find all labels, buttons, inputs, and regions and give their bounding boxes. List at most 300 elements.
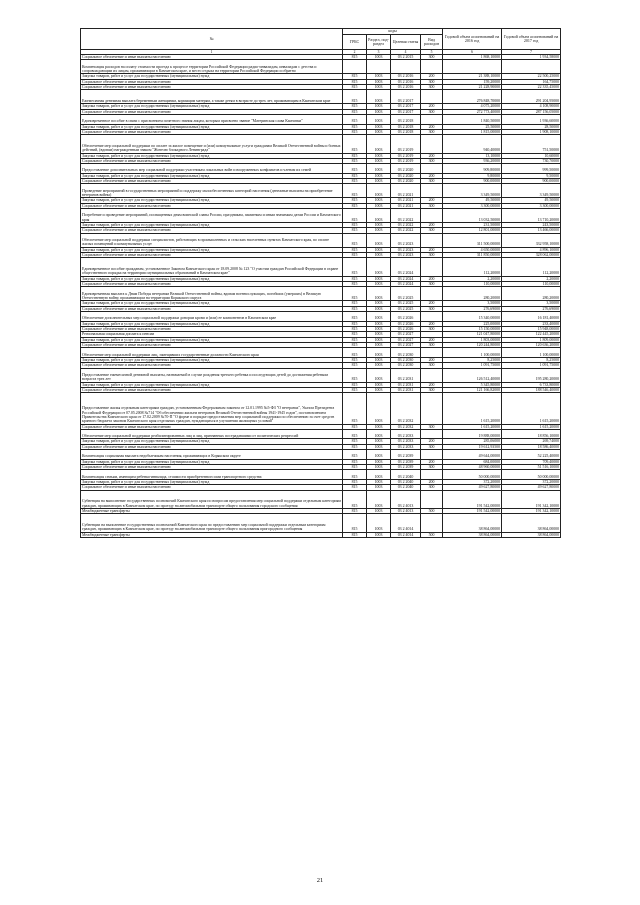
cell-v17: 287 156,05000 [502,109,561,114]
cell-vr [421,429,443,439]
cell-vr [421,209,443,223]
cell-cs: 03 2 2025 [391,287,421,301]
cell-sec: 1003 [367,342,391,347]
cell-vr: 200 [421,382,443,387]
cell-vr: 300 [421,306,443,311]
cell-vr: 200 [421,357,443,362]
cell-grbs: 815 [343,114,367,124]
cell-grbs: 815 [343,485,367,490]
cell-v16: 120 244,80000 [443,342,502,347]
cell-cs: 03 2 2033 [391,439,421,444]
cell-grbs: 815 [343,357,367,362]
cell-name: Региональная социальная доплата к пенсии [81,332,343,337]
cell-name: Проведение мероприятий в государственных мероприятий и поддержку малообеспеченных категорий населения (денежные выплаты на приобретение ветеранов войны) [81,184,343,198]
cell-name: Обеспечение мер социальной поддержки по оплате за жилое помещение и (или) коммунальные услуги гражданам Великой Отечественной войны и боевых действий, (вдовам) награжденным знаком "Жителю блокадного Ленинграда" [81,135,343,153]
cell-cs: 03 2 2032 [391,393,421,424]
cell-grbs: 815 [343,439,367,444]
cell-v16: 1 100,00000 [443,348,502,358]
cell-v16: 121 047,80000 [443,332,502,337]
table-row [81,114,561,124]
cell-v17: 328 062,00000 [502,253,561,258]
cell-name: Социальное обеспечение и иные выплаты населению [81,485,343,490]
cell-grbs: 815 [343,223,367,228]
cell-name: Субвенция на выполнение государственных полномочий Камчатского края по вопросам предоставления мер социальной поддержки отдельным категориям граждан, проживающих в Камчатском крае, по проезду на автомобильном транспорте общего пользования городского сообщения [81,490,343,508]
cell-vr [421,393,443,424]
cell-grbs: 815 [343,393,367,424]
cell-sec: 1003 [367,387,391,392]
cell-sec: 1003 [367,184,391,198]
cell-name: Обеспечение дополнительных мер социальной поддержки донорам крови и (или) ее компонентов в Камчатском крае [81,311,343,321]
cell-vr: 300 [421,129,443,134]
cell-vr: 300 [421,203,443,208]
cell-cs: 03 2 2023 [391,233,421,247]
cell-grbs: 815 [343,382,367,387]
cell-v16: 909,80000 [443,164,502,174]
cell-name: Компенсация семьям, имеющим ребенка-инвалида, стоимости приобретенного ими транспортного средства [81,470,343,480]
cell-v16: 110,00000 [443,282,502,287]
table-row [81,429,561,439]
table-row [81,393,561,424]
cell-sec: 1003 [367,450,391,460]
cell-cs: 03 2 2015 [391,55,421,60]
cell-sec: 1003 [367,258,391,276]
cell-vr [421,368,443,382]
cell-name: Закупка товаров, работ и услуг для государственных (муниципальных) нужд [81,276,343,281]
cell-vr: 300 [421,363,443,368]
cell-cs: 03 2 2030 [391,348,421,358]
column-index: 2 [343,50,367,55]
cell-sec: 1003 [367,79,391,84]
cell-vr [421,258,443,276]
cell-cs: 03 2 2021 [391,198,421,203]
cell-grbs: 815 [343,514,367,532]
cell-grbs: 815 [343,153,367,158]
cell-name: Социальное обеспечение и иные выплаты населению [81,179,343,184]
cell-v16: 21 388,10000 [443,74,502,79]
cell-v17: 730,70000 [502,158,561,163]
cell-v16: 3 300,00000 [443,203,502,208]
cell-v17: 191 342,10000 [502,509,561,514]
cell-name: Социальное обеспечение и иные выплаты населению [81,465,343,470]
cell-sec: 1003 [367,129,391,134]
cell-v17: 9,50000 [502,173,561,178]
cell-sec: 1003 [367,104,391,109]
cell-cs: 03 2 2027 [391,342,421,347]
table-row [81,470,561,480]
cell-name: Закупка товаров, работ и услуг для государственных (муниципальных) нужд [81,357,343,362]
cell-name: Закупка товаров, работ и услуг для государственных (муниципальных) нужд [81,337,343,342]
cell-vr: 300 [421,282,443,287]
cell-name: Закупка товаров, работ и услуг для государственных (муниципальных) нужд [81,104,343,109]
cell-sec: 1003 [367,158,391,163]
cell-name: Закупка товаров, работ и услуг для государственных (муниципальных) нужд [81,124,343,129]
cell-vr: 200 [421,173,443,178]
cell-v17: 120 636,20000 [502,342,561,347]
cell-v16: 1 815,00000 [443,129,502,134]
cell-cs: 03 2 2039 [391,459,421,464]
budget-table [80,28,561,538]
cell-vr: 300 [421,109,443,114]
cell-cs: 03 2 2026 [391,326,421,331]
cell-cs: 03 2 2020 [391,173,421,178]
cell-v16: 285,06000 [443,439,502,444]
cell-name: Закупка товаров, работ и услуг для государственных (муниципальных) нужд [81,459,343,464]
cell-name: Межбюджетные трансферты [81,509,343,514]
cell-cs: 03 2 2031 [391,382,421,387]
cell-grbs: 815 [343,450,367,460]
cell-v16: 1 868,10000 [443,55,502,60]
cell-v17: 8,25000 [502,357,561,362]
cell-vr [421,470,443,480]
cell-v16: 5 345,80000 [443,382,502,387]
cell-sec: 1003 [367,287,391,301]
cell-cs: 03 2 2020 [391,164,421,174]
cell-grbs: 815 [343,326,367,331]
cell-name: Единовременное пособие в связи с присвоением почетного звания лицам, которым присвоено звание "Материнская слава Камчатки" [81,114,343,124]
cell-v17: 1 908,10000 [502,129,561,134]
cell-v17: 22 500,25000 [502,74,561,79]
cell-name: Единовременная выплата к Дням Победы ветеранам Великой Отечественной войны, вдовам военнослужащих, погибших (умерших) в Великую Отечественную войну, проживающим на территории Корякского округа [81,287,343,301]
cell-grbs: 815 [343,282,367,287]
cell-sec: 1003 [367,228,391,233]
cell-cs: 03 2 2018 [391,114,421,124]
cell-grbs: 815 [343,209,367,223]
cell-name: Закупка товаров, работ и услуг для государственных (муниципальных) нужд [81,223,343,228]
cell-vr: 300 [421,387,443,392]
cell-v16: 3 349,50000 [443,184,502,198]
cell-sec: 1003 [367,509,391,514]
cell-sec: 1003 [367,109,391,114]
cell-cs: 03 2 2018 [391,129,421,134]
cell-v17: 15 948,00000 [502,326,561,331]
cell-grbs: 815 [343,306,367,311]
cell-vr [421,348,443,358]
cell-cs: 03 2 2017 [391,104,421,109]
cell-v16 [443,60,502,74]
cell-v16: 372,20000 [443,480,502,485]
cell-v17: 52 225,40000 [502,450,561,460]
cell-v16: 38 864,00000 [443,532,502,537]
cell-grbs: 815 [343,184,367,198]
cell-vr: 500 [421,532,443,537]
cell-sec: 1003 [367,321,391,326]
cell-cs: 03 2 2025 [391,301,421,306]
cell-vr: 300 [421,465,443,470]
cell-name: Социальное обеспечение и иные выплаты населению [81,228,343,233]
cell-cs: 03 2 4014 [391,532,421,537]
cell-cs: 03 2 2027 [391,337,421,342]
cell-v16: 1 615,20000 [443,393,502,424]
cell-v17: 269,74000 [502,439,561,444]
cell-sec: 1003 [367,173,391,178]
cell-v17: 900,00000 [502,179,561,184]
cell-sec: 1003 [367,153,391,158]
cell-cs: 03 2 2030 [391,357,421,362]
cell-vr: 300 [421,326,443,331]
cell-v16: 900,00000 [443,179,502,184]
cell-sec: 1003 [367,490,391,508]
cell-vr [421,311,443,321]
cell-v16: 225,00000 [443,321,502,326]
cell-name: Социальное обеспечение и иные выплаты населению [81,203,343,208]
cell-name: Социальное обеспечение и иные выплаты населению [81,79,343,84]
cell-v17: 372,20000 [502,480,561,485]
cell-v16: 8,25000 [443,357,502,362]
cell-sec: 1003 [367,164,391,174]
header-codes-group: коды [343,29,443,35]
table-row [81,184,561,198]
header-target-article: Целевая статья [391,35,421,50]
cell-v16: 13,10000 [443,153,502,158]
cell-grbs [343,60,367,74]
cell-v17: 51 516,10000 [502,465,561,470]
cell-v17: 38 864,00000 [502,532,561,537]
cell-v17: 4 896,10000 [502,247,561,252]
cell-cs: 03 2 2016 [391,84,421,89]
cell-v16: 311 850,00000 [443,253,502,258]
cell-cs: 03 2 2039 [391,465,421,470]
cell-vr: 300 [421,485,443,490]
cell-name: Закупка товаров, работ и услуг для государственных (муниципальных) нужд [81,301,343,306]
cell-vr: 300 [421,179,443,184]
cell-v16: 9,80000 [443,173,502,178]
cell-sec: 1003 [367,357,391,362]
cell-v17: 38 864,00000 [502,514,561,532]
cell-sec: 1003 [367,282,391,287]
table-row [81,60,561,74]
cell-v16: 19 888,00000 [443,429,502,439]
cell-name: Социальное обеспечение и иные выплаты населению [81,84,343,89]
cell-cs: 03 2 2040 [391,485,421,490]
cell-cs: 03 2 2033 [391,444,421,449]
cell-cs: 03 2 2031 [391,387,421,392]
table-row [81,490,561,508]
cell-grbs: 815 [343,287,367,301]
cell-cs: 03 2 2016 [391,74,421,79]
cell-name: Закупка товаров, работ и услуг для государственных (муниципальных) нужд [81,173,343,178]
table-row [81,450,561,460]
cell-vr [421,514,443,532]
cell-v17: 50 000,00000 [502,470,561,480]
cell-grbs: 815 [343,173,367,178]
cell-cs: 03 2 2020 [391,179,421,184]
cell-cs: 03 2 2023 [391,253,421,258]
cell-sec: 1003 [367,135,391,153]
cell-vr [421,184,443,198]
cell-v16: 311 500,00000 [443,233,502,247]
cell-name: Социальное обеспечение и иные выплаты населению [81,109,343,114]
cell-cs: 03 2 2033 [391,429,421,439]
cell-v17: 112,20000 [502,258,561,276]
cell-grbs: 815 [343,301,367,306]
cell-vr [421,90,443,104]
cell-v16: 49 627,80000 [443,485,502,490]
cell-vr: 200 [421,480,443,485]
table-row [81,532,561,537]
table-row [81,287,561,301]
cell-v17: 4 108,90000 [502,104,561,109]
cell-cs: 03 2 2024 [391,258,421,276]
cell-v17: 110,00000 [502,282,561,287]
cell-vr: 200 [421,124,443,129]
cell-sec: 1003 [367,424,391,429]
cell-v17: 28,50000 [502,124,561,129]
cell-cs: 03 2 2026 [391,311,421,321]
cell-grbs: 815 [343,79,367,84]
cell-sec: 1003 [367,332,391,337]
cell-grbs: 815 [343,348,367,358]
table-row [81,348,561,358]
cell-v17: 164,75000 [502,79,561,84]
cell-grbs: 815 [343,84,367,89]
cell-v17: 13 710,20000 [502,209,561,223]
cell-v16: 159,20000 [443,79,502,84]
cell-cs: 03 2 2021 [391,184,421,198]
cell-sec: 1003 [367,348,391,358]
cell-grbs: 815 [343,480,367,485]
cell-cs: 03 2 2016 [391,79,421,84]
cell-v17: 1 934,58000 [502,55,561,60]
cell-vr: 200 [421,74,443,79]
cell-v16: 49 644,00000 [443,450,502,460]
cell-vr: 200 [421,198,443,203]
cell-v17: 18 586,40000 [502,444,561,449]
cell-cs: 03 2 2017 [391,109,421,114]
cell-cs: 03 2 2025 [391,306,421,311]
column-index: 1 [81,50,343,55]
cell-grbs: 815 [343,459,367,464]
cell-sec: 1003 [367,233,391,247]
cell-name: Субвенции на выполнение государственных полномочий Камчатского края по предоставлению мер социальной поддержки отдельным категориям граждан, проживающих в Камчатском крае, по проезду на автомобильном транспорте общего пользования пригородного сообщения [81,514,343,532]
cell-v16: 280,20000 [443,287,502,301]
cell-name: Закупка товаров, работ и услуг для государственных (муниципальных) нужд [81,439,343,444]
cell-sec: 1003 [367,485,391,490]
cell-vr: 300 [421,55,443,60]
cell-v16: 112,20000 [443,258,502,276]
cell-grbs: 815 [343,321,367,326]
header-expense-type: Вид расходов [421,35,443,50]
cell-sec: 1003 [367,74,391,79]
cell-name: Закупка товаров, работ и услуг для государственных (муниципальных) нужд [81,480,343,485]
cell-cs [391,60,421,74]
cell-grbs: 815 [343,158,367,163]
cell-v17: 16 181,40000 [502,311,561,321]
cell-grbs: 815 [343,109,367,114]
cell-grbs: 815 [343,532,367,537]
cell-name: Социальное обеспечение и иные выплаты населению [81,253,343,258]
cell-name: Закупка товаров, работ и услуг для государственных (муниципальных) нужд [81,247,343,252]
cell-grbs: 815 [343,124,367,129]
cell-v17: 22 335,45000 [502,84,561,89]
cell-name: Обеспечение мер социальной поддержки специалистов, работающих в промышленных и сельских населенных пунктах Камчатского края, по оплате жилых помещений и коммунальных услуг [81,233,343,247]
cell-grbs: 815 [343,337,367,342]
cell-v17: 280,20000 [502,287,561,301]
cell-sec: 1003 [367,459,391,464]
cell-v17: 709,40000 [502,459,561,464]
cell-grbs: 815 [343,198,367,203]
cell-vr: 300 [421,342,443,347]
cell-vr: 200 [421,459,443,464]
cell-sec [367,60,391,74]
cell-cs: 03 2 2019 [391,158,421,163]
cell-sec: 1003 [367,514,391,532]
cell-grbs: 815 [343,276,367,281]
cell-v16: 38 864,00000 [443,514,502,532]
cell-v16: 231,50000 [443,223,502,228]
cell-sec: 1003 [367,382,391,387]
cell-vr [421,490,443,508]
cell-v16: 4 650,00000 [443,247,502,252]
cell-sec: 1003 [367,363,391,368]
cell-v16: 13 032,50000 [443,209,502,223]
cell-v17: 3,50000 [502,301,561,306]
cell-vr: 300 [421,79,443,84]
cell-v17: 1 615,20000 [502,424,561,429]
cell-grbs: 815 [343,387,367,392]
cell-sec: 1003 [367,465,391,470]
cell-sec: 1003 [367,203,391,208]
cell-v17: 233,40000 [502,321,561,326]
cell-grbs: 815 [343,363,367,368]
cell-v16: 50 000,00000 [443,470,502,480]
cell-v16: 21 228,90000 [443,84,502,89]
cell-grbs: 815 [343,253,367,258]
cell-grbs: 815 [343,203,367,208]
table-row [81,90,561,104]
cell-v17: 1 615,20000 [502,393,561,424]
cell-name: Предоставление ежемесячной денежной выплаты, назначаемой в случае рождения третьего ребенка и последующих детей до достижения ребенком возраста трех лет [81,368,343,382]
cell-cs: 03 2 2018 [391,124,421,129]
cell-grbs: 815 [343,332,367,337]
cell-v17 [502,60,561,74]
cell-v17: 1 936,60000 [502,114,561,124]
cell-v16: 49,50000 [443,198,502,203]
cell-vr [421,114,443,124]
cell-v16: 940,40000 [443,135,502,153]
cell-name: Закупка товаров, работ и услуг для государственных (муниципальных) нужд [81,74,343,79]
cell-name: Закупка товаров, работ и услуг для государственных (муниципальных) нужд [81,153,343,158]
cell-v17: 243,50000 [502,223,561,228]
cell-grbs: 815 [343,129,367,134]
cell-cs: 03 2 4014 [391,514,421,532]
cell-v16: 191 542,00000 [443,509,502,514]
cell-vr [421,233,443,247]
cell-v17: 191 342,10000 [502,490,561,508]
column-index: 3 [367,50,391,55]
cell-cs: 03 2 2019 [391,153,421,158]
cell-grbs: 815 [343,470,367,480]
cell-grbs: 815 [343,424,367,429]
cell-vr: 200 [421,301,443,306]
cell-name: Социальное обеспечение и иные выплаты населению [81,282,343,287]
cell-v16: 48 960,00000 [443,465,502,470]
cell-cs: 03 2 2040 [391,470,421,480]
cell-cs: 03 2 2024 [391,282,421,287]
cell-grbs: 815 [343,74,367,79]
cell-grbs: 815 [343,228,367,233]
cell-cs: 03 2 2021 [391,203,421,208]
cell-v17: 3 300,00000 [502,203,561,208]
cell-vr: 300 [421,424,443,429]
cell-sec: 1003 [367,301,391,306]
table-row [81,135,561,153]
cell-cs: 03 2 2022 [391,223,421,228]
cell-name: Погребение и проведение мероприятий, посвященных дням воинской славы России, праздникам, памятным и иным значимым датам России и Камчатского края [81,209,343,223]
cell-cs: 03 2 2030 [391,363,421,368]
cell-name: Обеспечение мер социальной поддержки лиц, замещавших государственные должности Камчатского края [81,348,343,358]
cell-v16: 191 542,00000 [443,490,502,508]
cell-vr [421,287,443,301]
